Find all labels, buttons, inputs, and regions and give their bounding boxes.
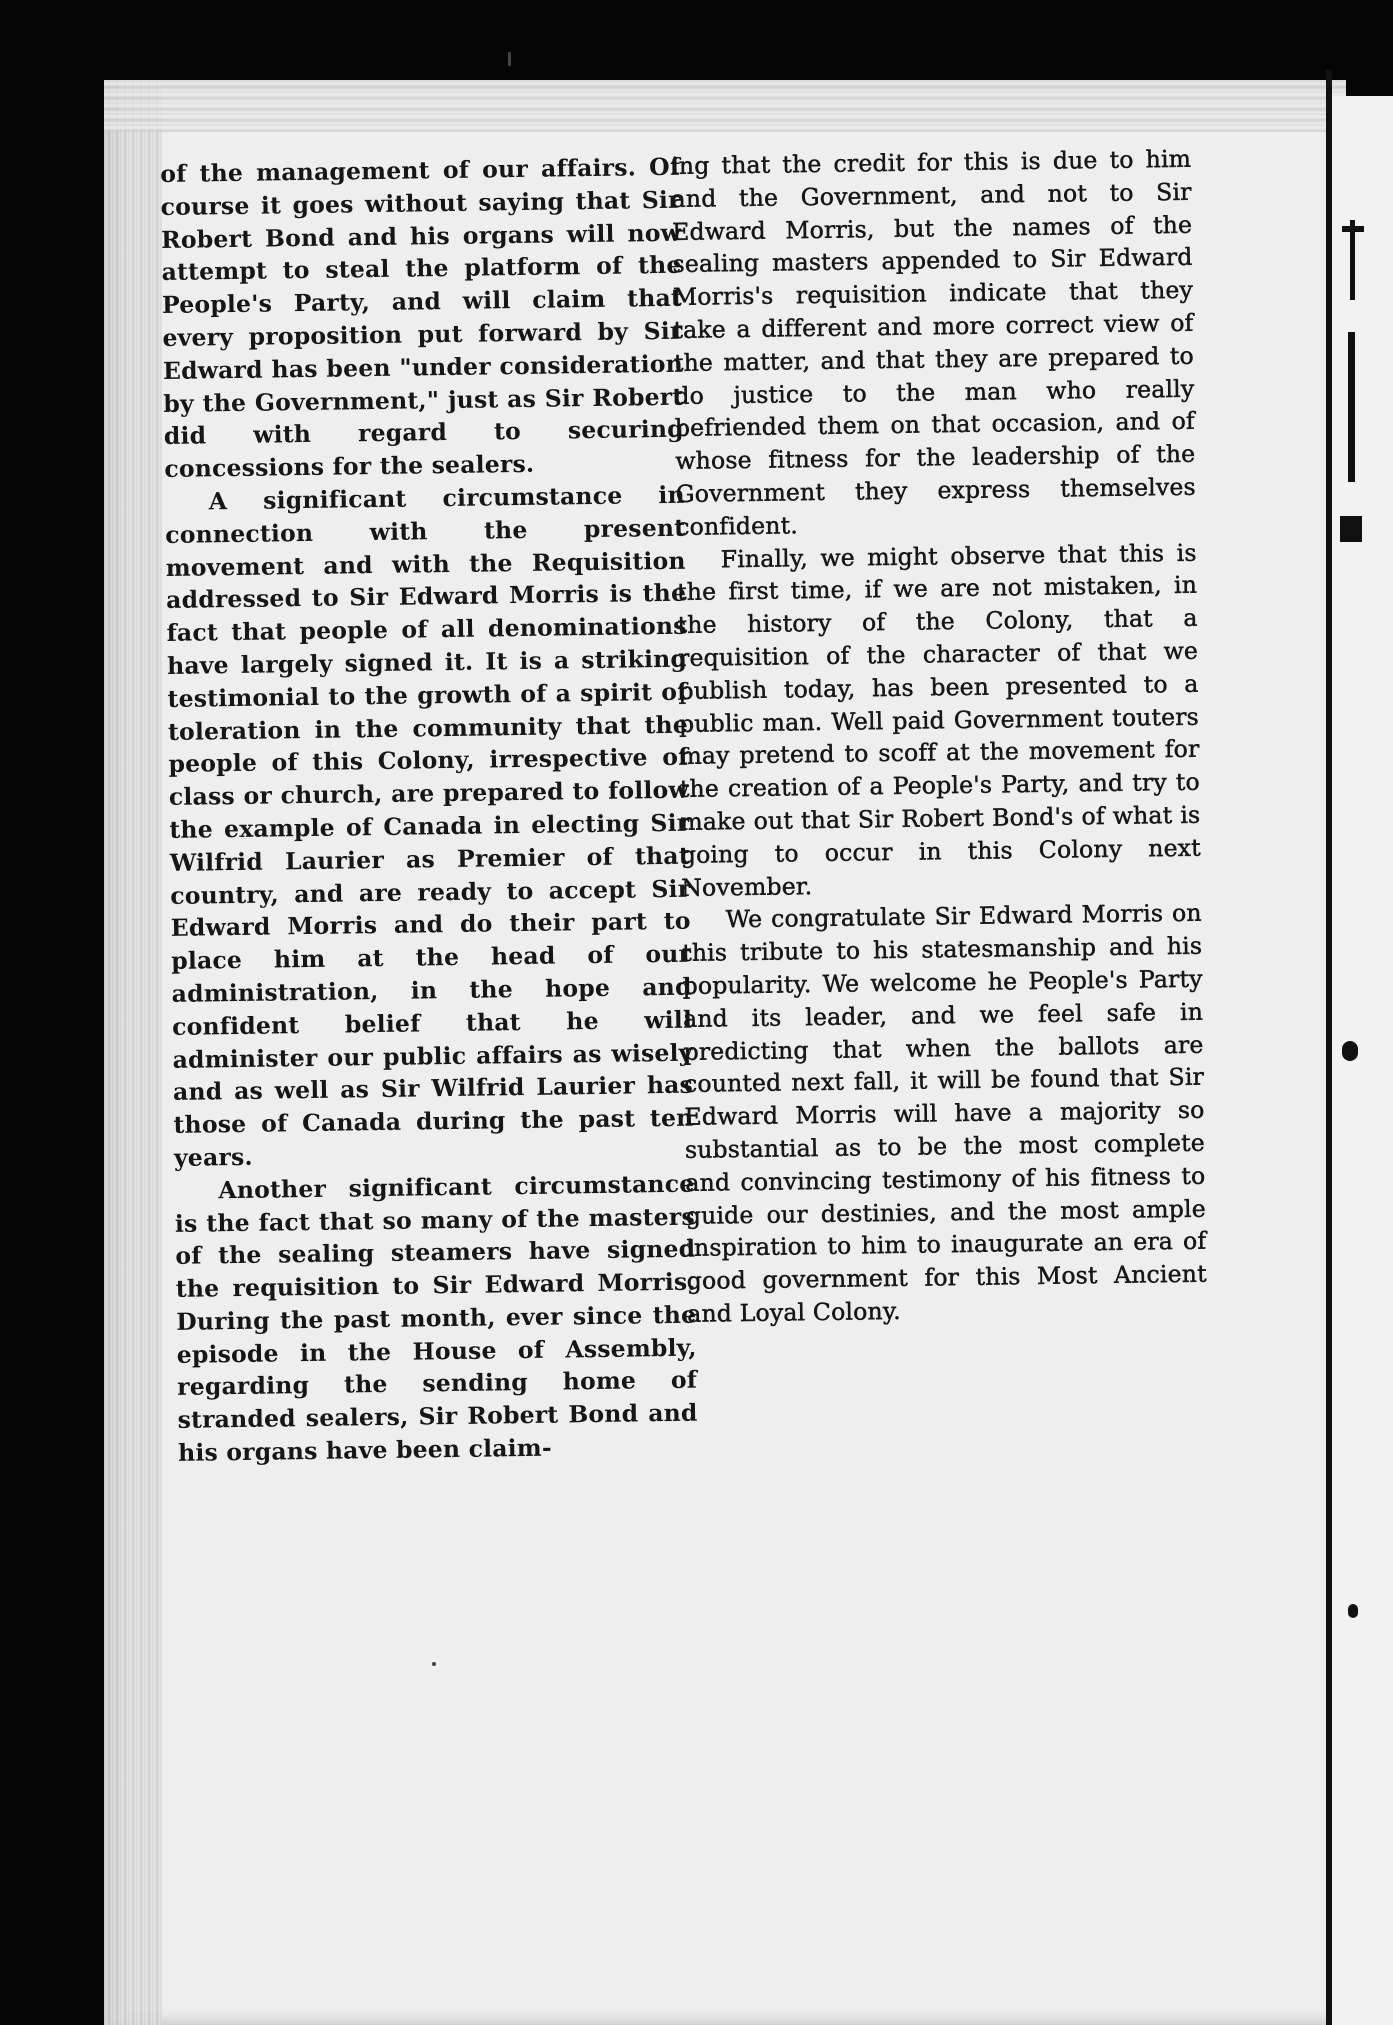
dust-speck	[432, 1662, 436, 1666]
article-column-left	[160, 151, 698, 1470]
strip-mark	[1342, 1041, 1358, 1061]
paragraph: of the management of our affairs. Of course it goes without saying that Sir Robert Bond and his organs will now attempt to steal the platform of the People's Party, and will claim that every proposition put forward by Sir Edward has been "under consideration by the Government," just as Sir Robert did with regard to securing concessions for the sealers.	[160, 152, 685, 484]
paragraph: We congratulate Sir Edward Morris on this tribute to his statesmanship and his popularity. We welcome he People's Party and its leader, and we feel safe in predicting that when the ballots are counted next fall, it will be found that Sir Edward Morris will have a majority so substantial as to be the most complete and convincing testimony of his fitness to guide our destinies, and the most ample inspiration to him to inaugurate an era of good government for this Most Ancient and Loyal Colony.	[682, 898, 1207, 1328]
strip-mark	[1348, 1604, 1358, 1618]
dust-speck	[508, 52, 511, 66]
strip-mark	[1348, 332, 1355, 482]
article-column-right	[671, 143, 1207, 1331]
page-edge-left	[104, 80, 162, 2025]
strip-mark	[1340, 516, 1362, 542]
strip-mark	[1350, 220, 1355, 300]
paragraph: ing that the credit for this is due to him and the Government, and not to Sir Edward Morris, but the names of the sealing masters appended to Sir Edward Morris's requisition indicate that they take a different and more correct view of the matter, and that they are prepared to do justice to the man who really befriended them on that occasion, and of whose fitness for the leadership of the Government they express themselves confident.	[671, 144, 1196, 541]
paragraph: Another significant circumstance is the fact that so many of the masters of the sealing steamers have signed the requisition to Sir Edward Morris. During the past month, ever since the episode in the House of Assembly, regarding the sending home of stranded sealers, Sir Robert Bond and his organs have been claim-	[174, 1169, 698, 1467]
paragraph: Finally, we might observe that this is the first time, if we are not mistaken, in the history of the Colony, that a requisition of the character of that we publish today, has been presented to a public man. Well paid Government touters may pretend to scoff at the movement for the creation of a People's Party, and try to make out that Sir Robert Bond's of what is going to occur in this Colony next November.	[676, 538, 1201, 902]
adjacent-page-strip	[1332, 96, 1393, 2025]
page-edge-top	[104, 80, 1346, 132]
paragraph: A significant circumstance in connection with the present movement and with the Requisition addressed to Sir Edward Morris is the fact that people of all denominations have largely signed it. It is a striking testimonial to the growth of a spirit of toleration in the community that the people of this Colony, irrespective of class or church, are prepared to follow the example of Canada in electing Sir Wilfrid Laurier as Premier of that country, and are ready to accept Sir Edward Morris and do their part to place him at the head of our administration, in the hope and confident belief that he will administer our public affairs as wisely and as well as Sir Wilfrid Laurier has those of Canada during the past ten years.	[165, 480, 694, 1172]
